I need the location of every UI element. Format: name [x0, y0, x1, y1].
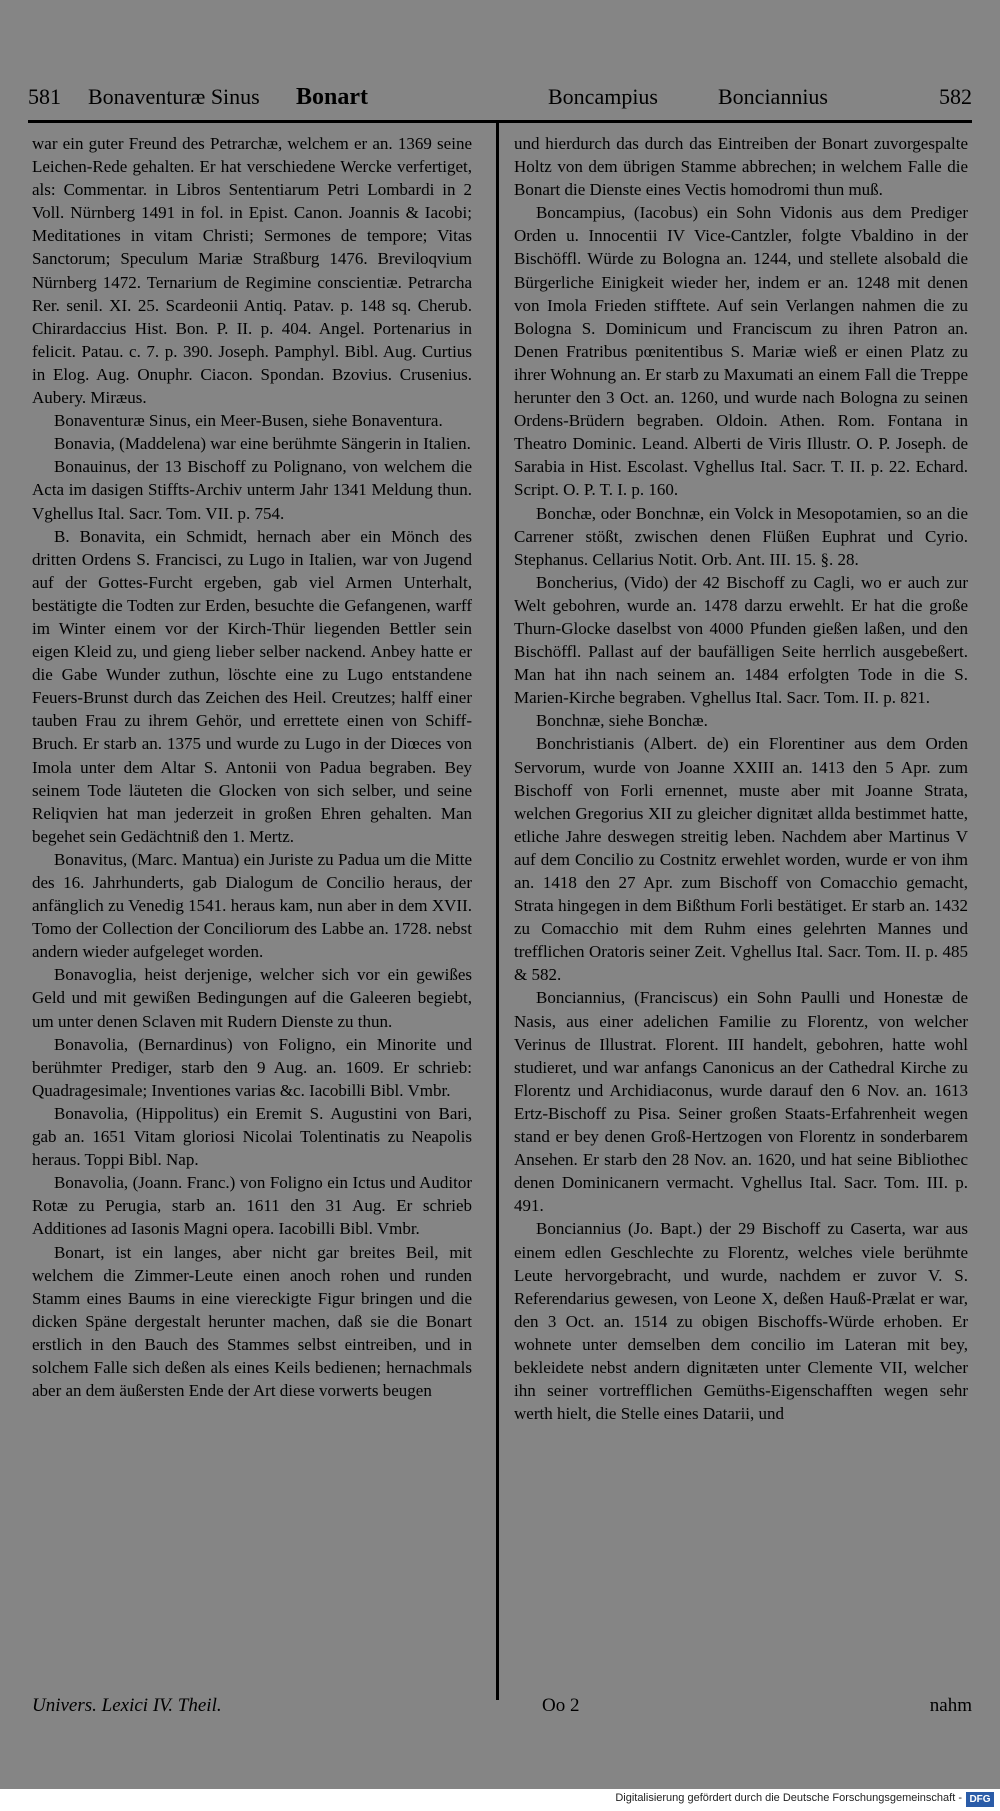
entry-paragraph: und hierdurch das durch das Eintreiben der Bonart zuvorgespalte Holtz von dem übrigen Stamme abbrechen; in welchem Falle die Bonart die Dienste eines Vectis homodromi thun muß. [514, 134, 968, 200]
entry-paragraph: Bonavoglia, heist derjenige, welcher sich vor ein gewißes Geld und mit gewißen Bedingungen auf die Galeeren begiebt, um unter denen Sclaven mit Rudern Dienste zu thun. [32, 965, 472, 1031]
entry-paragraph: Bonciannius (Jo. Bapt.) der 29 Bischoff zu Caserta, war aus einem edlen Geschlechte zu Florentz, welches viele berühmte Leute hervorgebracht, und wurde, nachdem er zuvor V. S. Referendarius gewesen, von Leone X, deßen Hauß-Prælat er war, den 3 Oct. an. 1514 zu obigen Bischoffs-Würde erhoben. Er wohnete unter demselben dem concilio im Lateran mit bey, bekleidete nebst andern dignitæten unter Clemente VII, welcher ihn seiner vortrefflichen Gemüths-Eigenschafften wegen sehr werth hielt, die Stelle eines Datarii, und [514, 1219, 968, 1424]
entry-paragraph: Bonaventuræ Sinus, ein Meer-Busen, siehe Bonaventura. [54, 411, 443, 431]
entry-paragraph: Boncherius, (Vido) der 42 Bischoff zu Cagli, wo er auch zur Welt gebohren, wurde an. 1478 darzu erwehlt. Er hat die große Thurn-Glocke daselbst von 4000 Pfunden gießen laßen, und den Bischöffl. Pallast auf der baufälligen Seite herrlich ausgebeßert. Man hat ihn nach seinem an. 1484 erfolgten Tode in die S. Marien-Kirche begraben. Vghellus Ital. Sacr. Tom. II. p. 821. [514, 572, 968, 708]
entry-paragraph: Bonavolia, (Hippolitus) ein Eremit S. Augustini von Bari, gab an. 1651 Vitam gloriosi Nicolai Tolentinatis zu Neapolis heraus. Toppi Bibl. Nap. [32, 1103, 472, 1170]
entry-paragraph: Bonchæ, oder Bonchnæ, ein Volck in Mesopotamien, so an die Carrener stößt, zwischen denen Flüßen Euphrat und Cyrio. Stephanus. Cellarius Notit. Orb. Ant. III. 15. §. 28. [514, 503, 968, 569]
running-title-left: Bonaventuræ Sinus [88, 84, 260, 109]
credit-text: Digitalisierung gefördert durch die Deutsche Forschungsgemeinschaft - [615, 1792, 962, 1804]
signature-mark: Oo 2 [542, 1695, 580, 1716]
entry-paragraph: war ein guter Freund des Petrarchæ, welchem er an. 1369 seine Leichen-Rede gehalten. Er hat verschiedene Wercke verfertiget, als: Commentar. in Libros Sententiarum Petri Lombardi in 2 Voll. Nürnberg 1491 in fol. in Epist. Canon. Joannis & Iacobi; Meditationes in vitam Christi; Sermones de tempore; Vitas Sanctorum; Speculum Mariæ Straßburg 1476. Breviloqvium Nürnberg 1472. Ternarium de Regimine conscientiæ. Petrarcha Rer. senil. XI. 25. Scardeonii Antiq. Patav. p. 148 sq. Cherub. Chirardaccius Hist. Bon. P. II. p. 404. Angel. Portenarius in felicit. Patau. c. 7. p. 390. Joseph. Pamphyl. Bibl. Aug. Curtius in Elog. Aug. Onuphr. Ciacon. Spondan. Bzovius. Crusenius. Aubery. Miræus. [32, 134, 472, 408]
right-column [514, 132, 968, 1697]
left-column [32, 132, 472, 1697]
digitization-credit-bar [0, 1789, 1000, 1811]
entry-paragraph: Bonavolia, (Joann. Franc.) von Foligno ein Ictus und Auditor Rotæ zu Perugia, starb an. 1611 den 31 Aug. Er schrieb Additiones ad Iasonis Magni opera. Iacobilli Bibl. Vmbr. [32, 1173, 472, 1239]
entry-paragraph: Bonavolia, (Bernardinus) von Foligno, ein Minorite und berühmter Prediger, starb den 9 Aug. an. 1609. Er schrieb: Quadragesimale; Inventiones varias &c. Iacobilli Bibl. Vmbr. [32, 1034, 472, 1100]
header-rule [28, 120, 972, 123]
entry-paragraph: B. Bonavita, ein Schmidt, hernach aber ein Mönch des dritten Ordens S. Francisci, zu Lugo in Italien, war von Jugend auf der Gottes-Furcht ergeben, gab viel Armen Unterhalt, bestätigte die Todten zur Erden, besuchte die Gefangenen, warff im Winter einem vor der Kirch-Thür liegenden Bettler sein eigen Kleid zu, und gieng lieber selber nackend. Anbey hatte er die Gabe Wunder zuthun, löschte eine zu Lugo entstandene Feuers-Brunst durch das Zeichen des Heil. Creutzes; halff einer tauben Frau zu ihrem Gehör, und errettete einen von Schiff-Bruch. Er starb an. 1375 und wurde zu Lugo in der Diœces von Imola unter dem Altar S. Antonii von Padua begraben. Bey seinem Tode läuteten die Glocken von sich selber, und seine Reliqvien hat man jederzeit in großen Ehren gehalten. Man begehet sein Gedächtniß den 1. Mertz. [32, 526, 472, 846]
entry-paragraph: Bonart, ist ein langes, aber nicht gar breites Beil, mit welchem die Zimmer-Leute einen anoch rohen und runden Stamm eines Baums in eine viereckigte Figur bringen und die dicken Späne dergestalt herunter machen, daß sie die Bonart erstlich in den Bauch des Stammes selbst eintreiben, und in solchem Falle sich deßen als eines Keils bedienen; hernachmals aber an dem äußersten Ende der Art diese vorwerts beugen [32, 1242, 472, 1401]
headword: Bonart [296, 84, 368, 110]
dfg-logo: DFG [966, 1792, 994, 1807]
entry-paragraph: Bonauinus, der 13 Bischoff zu Polignano, von welchem die Acta im dasigen Stiffts-Archiv unterm Jahr 1341 Meldung thun. Vghellus Ital. Sacr. Tom. VII. p. 754. [32, 457, 472, 523]
volume-line: Univers. Lexici IV. Theil. [32, 1695, 222, 1716]
entry-paragraph: Bonchristianis (Albert. de) ein Florentiner aus dem Orden Servorum, wurde von Joanne XXIII an. 1413 den 5 Apr. zum Bischoff von Forli ernennet, muste aber mit Joanne Strata, welchen Gregorius XII zu gleicher dignitæt allda bestimmet hatte, etliche Jahre deswegen streitig leben. Nachdem aber Martinus V auf dem Concilio zu Costnitz erwehlet worden, wurde er von ihm an. 1418 den 27 Apr. zum Bischoff von Comacchio gemacht, Strata hingegen in dem Bißthum Forli bestätiget. Er starb an. 1432 zu Comacchio mit dem Ruhm eines gelehrten Mannes und trefflichen Oratoris seiner Zeit. Vghellus Ital. Sacr. Tom. II. p. 485 & 582. [514, 734, 968, 985]
entry-paragraph: Bonavitus, (Marc. Mantua) ein Juriste zu Padua um die Mitte des 16. Jahrhunderts, gab Dialogum de Concilio heraus, der anfänglich zu Venedig 1541. heraus kam, nun aber in dem XVII. Tomo der Collection der Conciliorum des Labbe an. 1728. nebst andern wieder aufgeleget worden. [32, 849, 472, 962]
entry-paragraph: Boncampius, (Iacobus) ein Sohn Vidonis aus dem Prediger Orden u. Innocentii IV Vice-Cantzler, folgte Vbaldino in der Bischöffl. Würde zu Bologna an. 1244, und stellete alsobald die Bürgerliche Einigkeit wieder her, indem er an. 1248 mit denen von Imola Frieden stifftete. Auf sein Verlangen nahmen die zu Bologna S. Dominicum und Franciscum zu ihren Patron an. Denen Fratribus pœnitentibus S. Mariæ wieß er einen Platz zu ihrer Wohnung an. Er starb zu Maxumati an einem Fall die Treppe herunter den 3 Oct. an. 1260, und wurde nach Bologna zu seinen Ordens-Brüdern begraben. Oldoin. Athen. Rom. Fontana in Theatro Dominic. Leand. Alberti de Viris Illustr. O. P. Joseph. de Sarabia in Hist. Escolast. Vghellus Ital. Sacr. T. II. p. 22. Echard. Script. O. P. T. I. p. 160. [514, 203, 968, 500]
page-number-left: 581 [28, 84, 61, 109]
entry-paragraph: Bonchnæ, siehe Bonchæ. [536, 711, 708, 731]
running-header [28, 78, 972, 116]
entry-paragraph: Bonavia, (Maddelena) war eine berühmte Sängerin in Italien. [54, 434, 471, 454]
running-title-right-1: Boncampius [548, 84, 658, 109]
entry-paragraph: Bonciannius, (Franciscus) ein Sohn Paulli und Honestæ de Nasis, aus einer adelichen Familie zu Florentz, von welcher Verinus de Illustrat. Florent. III handelt, gebohren, hatte wohl studieret, und war anfangs Canonicus an der Cathedral Kirche zu Florentz und Archidiaconus, wurde darauf den 6 Nov. an. 1613 Ertz-Bischoff zu Pisa. Seiner großen Staats-Erfahrenheit wegen stand er bey denen Groß-Hertzogen von Florentz in sonderbarem Ansehen. Er starb den 28 Nov. an. 1620, und hat seine Bibliothec denen Dominicanern vermacht. Vghellus Ital. Sacr. Tom. III. p. 491. [514, 988, 968, 1216]
catchword: nahm [929, 1695, 972, 1716]
page-number-right: 582 [939, 84, 972, 109]
page-footer [32, 1695, 972, 1721]
running-title-right-2: Bonciannius [718, 84, 828, 109]
column-divider [496, 122, 499, 1700]
